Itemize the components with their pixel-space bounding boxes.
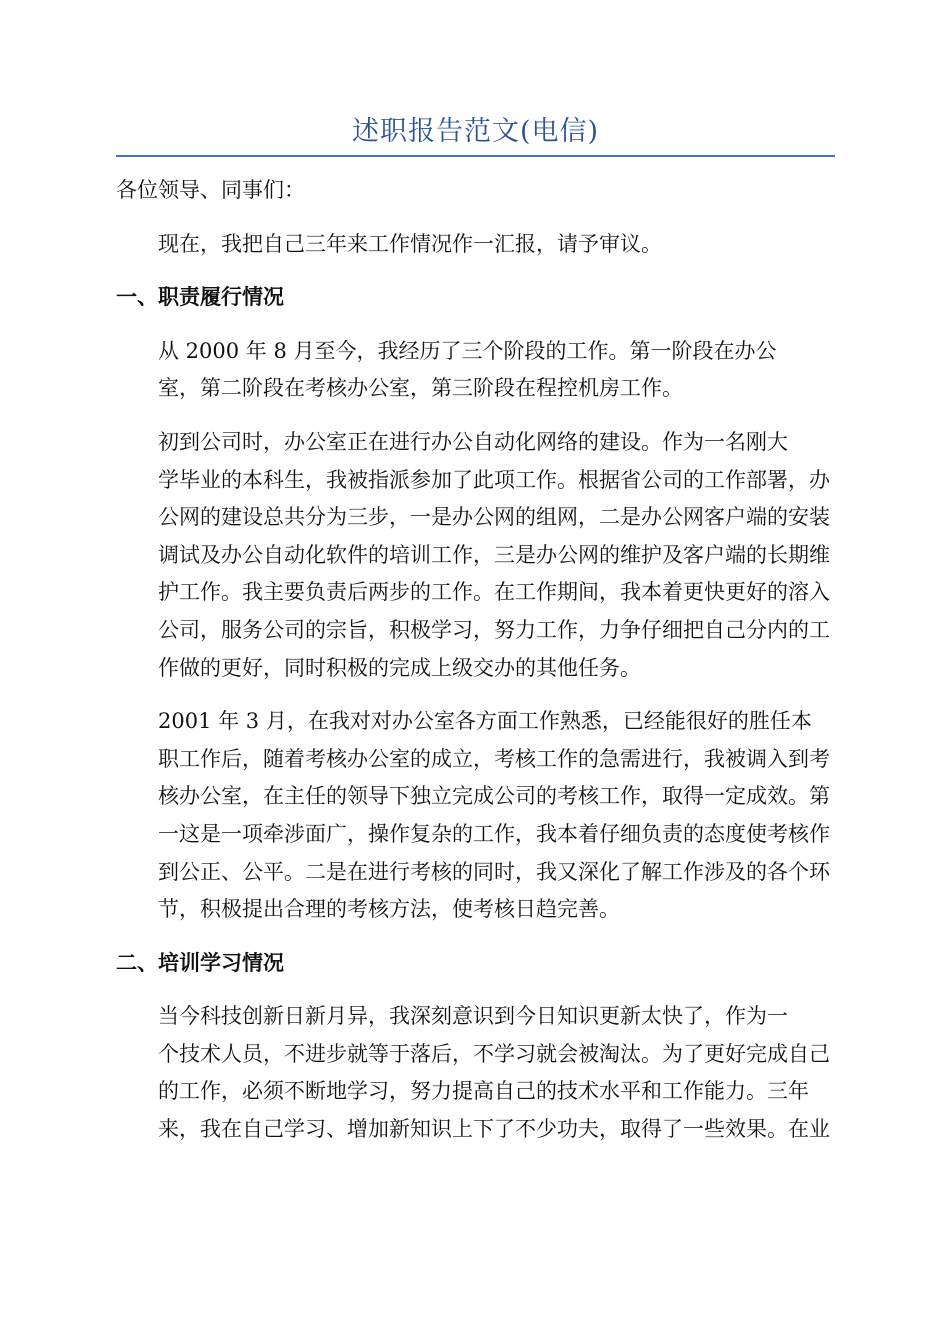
text-line: 一这是一项牵涉面广，操作复杂的工作，我本着仔细负责的态度使考核作 (158, 821, 830, 846)
text-line: 室，第二阶段在考核办公室，第三阶段在程控机房工作。 (158, 376, 683, 401)
text-line: 来，我在自己学习、增加新知识上下了不少功夫，取得了一些效果。在业 (158, 1117, 830, 1142)
text-line: 公司，服务公司的宗旨，积极学习，努力工作，力争仔细把自己分内的工 (158, 617, 830, 642)
intro-paragraph: 现在，我把自己三年来工作情况作一汇报，请予审议。 (158, 231, 662, 256)
text-line: 作做的更好，同时积极的完成上级交办的其他任务。 (158, 655, 641, 680)
document-body (116, 172, 835, 1165)
greeting: 各位领导、同事们： (116, 178, 305, 202)
section-heading-training: 二、培训学习情况 (116, 950, 284, 975)
text-line: 当今科技创新日新月异，我深刻意识到今日知识更新太快了，作为一 (158, 1004, 788, 1029)
text-line: 初到公司时，办公室正在进行办公自动化网络的建设。作为一名刚大 (158, 429, 788, 454)
text-line: 个技术人员，不进步就等于落后，不学习就会被淘汰。为了更好完成自己 (158, 1041, 830, 1066)
title-underline (116, 155, 835, 157)
text-line: 公网的建设总共分为三步，一是办公网的组网，二是办公网客户端的安装 (158, 505, 830, 530)
text-line: 核办公室，在主任的领导下独立完成公司的考核工作，取得一定成效。第 (158, 784, 830, 809)
text-line: 职工作后，随着考核办公室的成立，考核工作的急需进行，我被调入到考 (158, 746, 830, 771)
paragraph-duties-1 (116, 333, 835, 408)
text-line: 到公正、公平。二是在进行考核的同时，我又深化了解工作涉及的各个环 (158, 859, 830, 884)
paragraph-duties-3 (116, 703, 835, 929)
paragraph-training-1 (116, 998, 835, 1148)
text-line: 学毕业的本科生，我被指派参加了此项工作。根据省公司的工作部署，办 (158, 467, 830, 492)
text-line: 节，积极提出合理的考核方法，使考核日趋完善。 (158, 897, 620, 922)
text-line: 护工作。我主要负责后两步的工作。在工作期间，我本着更快更好的溶入 (158, 580, 830, 605)
text-line: 从 2000 年 8 月至今，我经历了三个阶段的工作。第一阶段在办公 (158, 338, 777, 363)
text-line: 2001 年 3 月，在我对对办公室各方面工作熟悉，已经能很好的胜任本 (158, 709, 812, 734)
text-line: 调试及办公自动化软件的培训工作，三是办公网的维护及客户端的长期维 (158, 542, 830, 567)
paragraph-duties-2 (116, 424, 835, 687)
document-title: 述职报告范文(电信) (351, 116, 600, 147)
section-heading-duties: 一、职责履行情况 (116, 285, 284, 310)
text-line: 的工作，必须不断地学习，努力提高自己的技术水平和工作能力。三年 (158, 1079, 809, 1104)
